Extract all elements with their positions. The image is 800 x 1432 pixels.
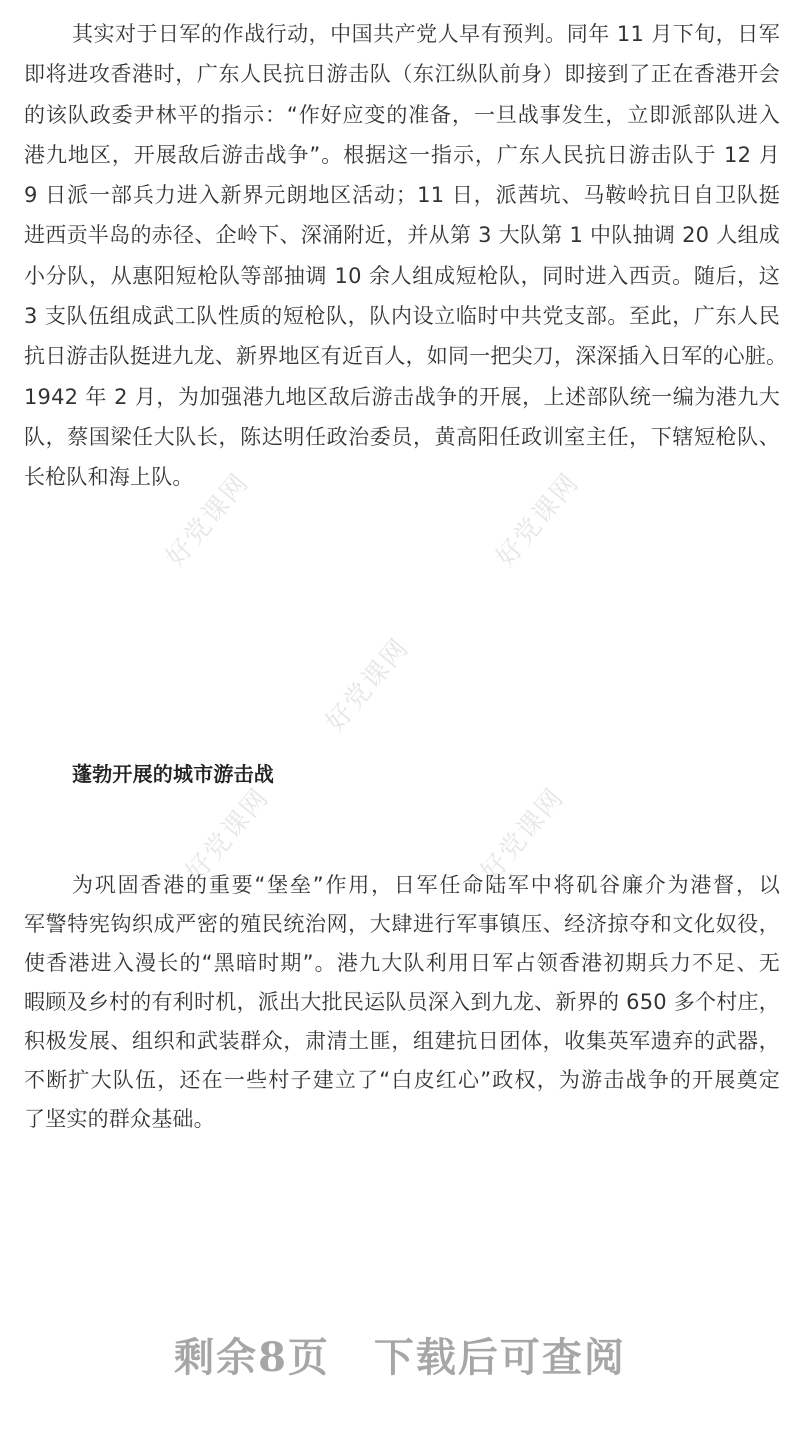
paragraph-2: [24, 865, 780, 1138]
text-line: 即将进攻香港时，广东人民抗日游击队（东江纵队前身）即接到了正在香港开会: [24, 62, 780, 87]
text-line: 为巩固香港的重要“堡垒”作用，日军任命陆军中将矶谷廉介为港督，以: [72, 873, 780, 897]
section-heading: 蓬勃开展的城市游击战: [72, 762, 274, 786]
watermark: 好党课网: [180, 782, 276, 888]
paragraph-1: [24, 14, 788, 498]
text-line: 积极发展、组织和武装群众，肃清土匪，组建抗日团体，收集英军遗弃的武器，: [24, 1029, 780, 1053]
text-line: 其实对于日军的作战行动，中国共产党人早有预判。同年 11 月下旬，日军: [72, 22, 780, 46]
text-line: 军警特宪钩织成严密的殖民统治网，大肆进行军事镇压、经济掠夺和文化奴役，: [24, 912, 780, 936]
remaining-pages-label: 剩余8页: [174, 1334, 330, 1381]
text-line: 长枪队和海上队。: [24, 465, 194, 490]
text-line: 使香港进入漫长的“黑暗时期”。港九大队利用日军占领香港初期兵力不足、无: [24, 951, 780, 975]
watermark: 好党课网: [475, 782, 571, 888]
text-line: 港九地区，开展敌后游击战争”。根据这一指示，广东人民抗日游击队于 12 月: [24, 142, 780, 167]
watermark: 好党课网: [160, 467, 256, 573]
text-line: 不断扩大队伍，还在一些村子建立了“白皮红心”政权，为游击战争的开展奠定: [24, 1068, 780, 1092]
download-to-read-more-button[interactable]: [0, 1326, 800, 1383]
text-line: 进西贡半岛的赤径、企岭下、深涌附近，并从第 3 大队第 1 中队抽调 20 人组成: [24, 223, 780, 248]
download-prompt-label: 下载后可查阅: [373, 1334, 626, 1381]
text-line: 3 支队伍组成武工队性质的短枪队，队内设立临时中共党支部。至此，广东人民: [24, 304, 780, 329]
watermark: 好党课网: [490, 467, 586, 573]
text-line: 暇顾及乡村的有利时机，派出大批民运队员深入到九龙、新界的 650 多个村庄，: [24, 990, 780, 1014]
text-line: 1942 年 2 月，为加强港九地区敌后游击战争的开展，上述部队统一编为港九大: [24, 384, 780, 409]
text-line: 队，蔡国梁任大队长，陈达明任政治委员，黄高阳任政训室主任，下辖短枪队、: [24, 424, 780, 449]
text-line: 的该队政委尹林平的指示：“作好应变的准备，一旦战事发生，立即派部队进入: [24, 102, 780, 127]
text-line: 9 日派一部兵力进入新界元朗地区活动；11 日，派茜坑、马鞍岭抗日自卫队挺: [24, 183, 780, 208]
text-line: 抗日游击队挺进九龙、新界地区有近百人，如同一把尖刀，深深插入日军的心脏。: [24, 344, 788, 369]
text-line: 小分队，从惠阳短枪队等部抽调 10 余人组成短枪队，同时进入西贡。随后，这: [24, 263, 780, 288]
watermark: 好党课网: [320, 632, 416, 738]
text-line: 了坚实的群众基础。: [24, 1107, 215, 1131]
